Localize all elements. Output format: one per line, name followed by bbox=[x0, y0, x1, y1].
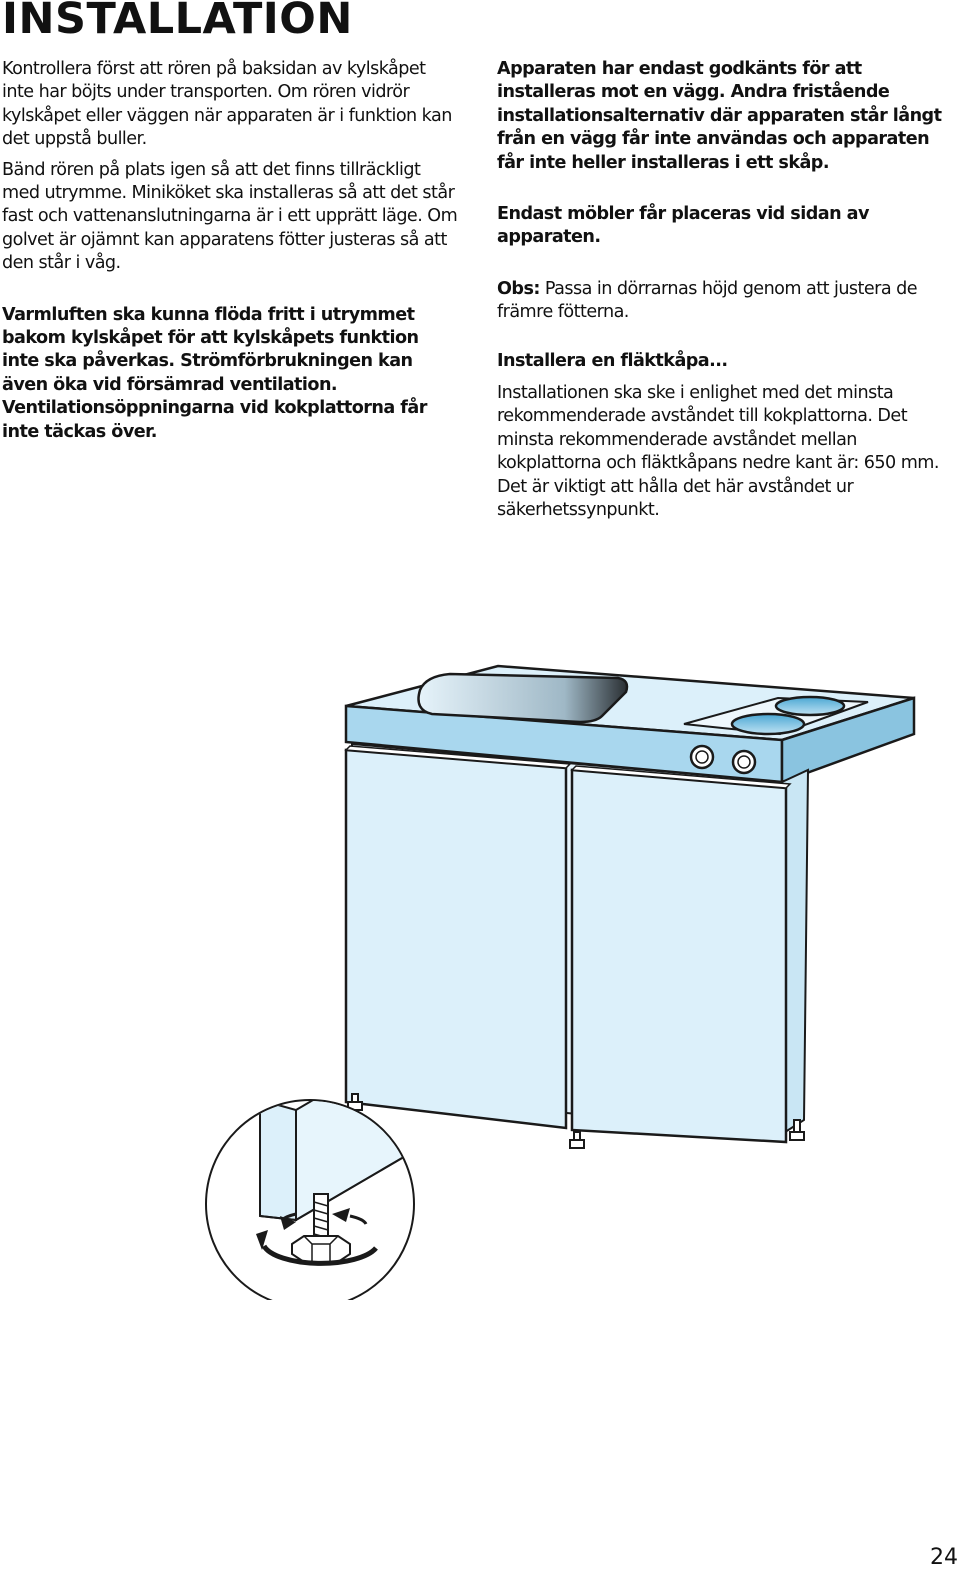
paragraph-hood-distance: Installationen ska ske i enlighet med det minsta rekommenderade avståndet till kokplattorna. Det minsta rekommenderade avståndet mellan kokplattorna och fläktkåpans nedre kant är: 650 mm. Det är viktigt att hålla det här avståndet ur säkerhetssynpunkt. bbox=[497, 383, 939, 521]
paragraph-obs bbox=[497, 278, 957, 325]
page-number: 24 bbox=[930, 1545, 958, 1570]
obs-text: Passa in dörrarnas höjd genom att justera de främre fötterna. bbox=[497, 278, 918, 323]
left-column bbox=[2, 58, 460, 444]
paragraph-ventilation: Varmluften ska kunna flöda fritt i utrymmet bakom kylskåpet för att kylskåpets funktion inte ska påverkas. Strömförbrukningen kan även öka vid försämrad ventilation. Ventilationsöppningarna vid kokplattorna får inte täckas över. bbox=[2, 304, 427, 442]
paragraph-pipes: Kontrollera först att rören på baksidan av kylskåpet inte har böjts under transporten. Om rören vidrör kylskåpet eller väggen när apparaten är i funktion kan det uppstå buller. bbox=[2, 59, 452, 150]
obs-label: Obs: bbox=[497, 278, 540, 299]
paragraph-wall-installation: Apparaten har endast godkänts för att installeras mot en vägg. Andra fristående installationsalternativ där apparaten står långt från en vägg får inte användas och apparaten får inte heller installeras i ett skåp. bbox=[497, 59, 942, 173]
mini-kitchen-icon bbox=[200, 660, 920, 1300]
right-column bbox=[497, 58, 957, 523]
paragraph-placement: Bänd rören på plats igen så att det finns tillräckligt med utrymme. Miniköket ska installeras så att det står fast och vattenanslutningarna är i ett upprätt läge. Om golvet är ojämnt kan apparatens fötter justeras så att den står i våg. bbox=[2, 159, 458, 274]
section-heading-hood: Installera en fläktkåpa... bbox=[497, 350, 728, 371]
cabinet-foot-middle bbox=[570, 1132, 584, 1148]
page-title: INSTALLATION bbox=[2, 0, 353, 44]
paragraph-furniture: Endast möbler får placeras vid sidan av apparaten. bbox=[497, 204, 869, 248]
